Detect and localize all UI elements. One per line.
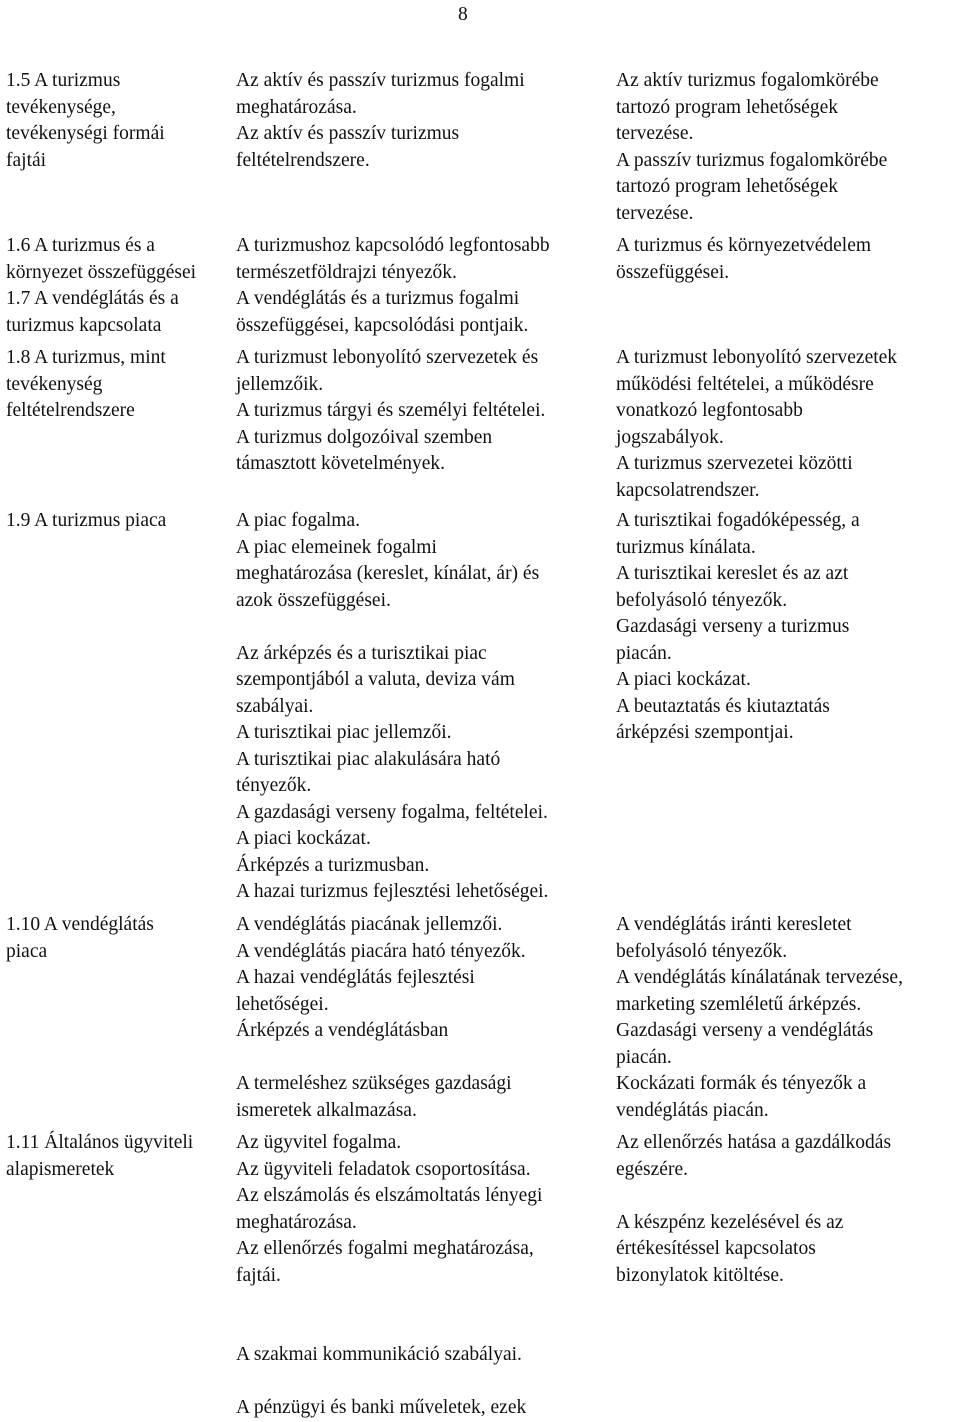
text-line: A vendéglátás piacára ható tényezők.: [236, 940, 526, 962]
text-line: feltételrendszere: [6, 400, 135, 421]
text-line: környezet összefüggései: [6, 261, 197, 283]
text-line: piacán.: [616, 1046, 672, 1068]
text-line: A pénzügyi és banki műveletek, ezek: [236, 1397, 527, 1418]
topic-cell: [6, 68, 231, 174]
text-line: befolyásoló tényezők.: [616, 589, 788, 611]
outcomes-cell: [616, 68, 960, 227]
text-line: értékesítéssel kapcsolatos: [616, 1238, 816, 1259]
text-line: azok összefüggései.: [236, 589, 391, 611]
text-line: fajtái.: [236, 1264, 281, 1286]
text-line: A turizmust lebonyolító szervezetek: [616, 347, 898, 368]
text-line: természetföldrajzi tényezők.: [236, 261, 457, 283]
topic-cell: [6, 508, 231, 535]
text-line: piacán.: [616, 642, 672, 664]
text-line: A turisztikai fogadóképesség, a: [616, 510, 860, 531]
text-line: szempontjából a valuta, deviza vám: [236, 669, 515, 690]
text-line: Árképzés a turizmusban.: [236, 854, 430, 876]
text-line: feltételrendszere.: [236, 149, 370, 171]
content-cell: [236, 912, 616, 1124]
text-line: A turizmust lebonyolító szervezetek és: [236, 347, 539, 368]
text-line: Gazdasági verseny a turizmus: [616, 616, 850, 637]
text-line: 1.5 A turizmus: [6, 70, 121, 91]
text-line: árképzési szempontjai.: [616, 722, 794, 743]
text-line: [236, 1045, 616, 1072]
text-line: A készpénz kezelésével és az: [616, 1211, 844, 1233]
text-line: A piac fogalma.: [236, 510, 360, 531]
text-line: turizmus kapcsolata: [6, 314, 162, 336]
outcomes-cell: [616, 233, 960, 286]
text-line: meghatározása.: [236, 1211, 357, 1233]
text-line: tervezése.: [616, 202, 694, 224]
text-line: [616, 1183, 960, 1210]
text-line: A turizmushoz kapcsolódó legfontosabb: [236, 235, 550, 256]
text-line: összefüggései.: [616, 261, 730, 283]
text-line: tevékenységi formái: [6, 123, 165, 144]
text-line: A vendéglátás kínálatának tervezése,: [616, 967, 903, 988]
text-line: [236, 614, 616, 641]
text-line: [236, 1289, 616, 1316]
text-line: összefüggései, kapcsolódási pontjaik.: [236, 314, 529, 336]
text-line: Az árképzés és a turisztikai piac: [236, 642, 487, 664]
text-line: Az ellenőrzés fogalmi meghatározása,: [236, 1238, 534, 1259]
text-line: 1.9 A turizmus piaca: [6, 510, 167, 531]
text-line: tartozó program lehetőségek: [616, 176, 838, 197]
text-line: szabályai.: [236, 695, 314, 717]
content-cell: [236, 508, 616, 906]
topic-cell: [6, 1130, 231, 1183]
topic-cell: [6, 345, 231, 425]
text-line: Árképzés a vendéglátásban: [236, 1020, 449, 1041]
text-line: Az ügyvitel fogalma.: [236, 1132, 402, 1153]
text-line: tevékenység: [6, 373, 103, 395]
text-line: Az elszámolás és elszámoltatás lényegi: [236, 1185, 543, 1206]
text-line: meghatározása.: [236, 96, 357, 118]
text-line: kapcsolatrendszer.: [616, 479, 760, 501]
text-line: A piac elemeinek fogalmi: [236, 536, 437, 558]
text-line: A vendéglátás piacának jellemzői.: [236, 914, 503, 935]
text-line: A vendéglátás és a turizmus fogalmi: [236, 288, 520, 309]
topic-cell: [6, 912, 231, 965]
text-line: A gazdasági verseny fogalma, feltételei.: [236, 801, 548, 823]
text-line: bizonylatok kitöltése.: [616, 1264, 784, 1286]
text-line: Gazdasági verseny a vendéglátás: [616, 1020, 874, 1041]
text-line: egészére.: [616, 1158, 688, 1180]
text-line: A turisztikai piac alakulására ható: [236, 748, 501, 770]
text-line: turizmus kínálata.: [616, 536, 756, 558]
text-line: 1.8 A turizmus, mint: [6, 347, 166, 368]
text-line: A turizmus tárgyi és személyi feltételei.: [236, 400, 546, 421]
text-line: A hazai turizmus fejlesztési lehetőségei.: [236, 881, 549, 902]
text-line: vendéglátás piacán.: [616, 1099, 769, 1121]
text-line: támasztott követelmények.: [236, 453, 446, 474]
topic-cell: [6, 233, 231, 286]
text-line: Az ügyviteli feladatok csoportosítása.: [236, 1158, 531, 1180]
content-cell: [236, 1130, 616, 1422]
text-line: meghatározása (kereslet, kínálat, ár) és: [236, 563, 540, 584]
text-line: vonatkozó legfontosabb: [616, 400, 803, 421]
text-line: A vendéglátás iránti keresletet: [616, 914, 852, 935]
text-line: A termeléshez szükséges gazdasági: [236, 1073, 512, 1094]
text-line: alapismeretek: [6, 1158, 115, 1180]
text-line: működési feltételei, a működésre: [616, 373, 874, 395]
text-line: Kockázati formák és tényezők a: [616, 1073, 867, 1094]
text-line: [236, 1369, 616, 1396]
text-line: 1.10 A vendéglátás: [6, 914, 154, 935]
text-line: befolyásoló tényezők.: [616, 940, 788, 962]
text-line: tartozó program lehetőségek: [616, 96, 838, 118]
text-line: A szakmai kommunikáció szabályai.: [236, 1344, 522, 1365]
text-line: 1.6 A turizmus és a: [6, 235, 155, 256]
text-line: marketing szemléletű árképzés.: [616, 993, 862, 1015]
outcomes-cell: [616, 345, 960, 504]
content-cell: [236, 68, 616, 174]
page-number: 8: [458, 4, 468, 25]
text-line: Az aktív és passzív turizmus fogalmi: [236, 70, 525, 91]
text-line: fajtái: [6, 149, 47, 171]
text-line: lehetőségei.: [236, 993, 329, 1015]
text-line: A turisztikai piac jellemzői.: [236, 722, 452, 743]
text-line: Az aktív és passzív turizmus: [236, 123, 460, 144]
text-line: A beutaztatás és kiutaztatás: [616, 695, 830, 717]
text-line: A piaci kockázat.: [236, 828, 371, 849]
text-line: [236, 1316, 616, 1343]
content-cell: [236, 286, 616, 339]
text-line: tervezése.: [616, 123, 694, 144]
content-cell: [236, 233, 616, 286]
text-line: A turisztikai kereslet és az azt: [616, 563, 849, 584]
text-line: tevékenysége,: [6, 96, 116, 118]
outcomes-cell: [616, 508, 960, 747]
text-line: 1.7 A vendéglátás és a: [6, 288, 179, 309]
outcomes-cell: [616, 912, 960, 1124]
content-cell: [236, 345, 616, 478]
text-line: A turizmus és környezetvédelem: [616, 235, 872, 256]
text-line: tényezők.: [236, 775, 312, 796]
text-line: ismeretek alkalmazása.: [236, 1099, 417, 1121]
text-line: A turizmus dolgozóival szemben: [236, 426, 493, 448]
text-line: A hazai vendéglátás fejlesztési: [236, 967, 475, 988]
text-line: A turizmus szervezetei közötti: [616, 453, 853, 474]
text-line: A piaci kockázat.: [616, 669, 751, 690]
text-line: Az aktív turizmus fogalomkörébe: [616, 70, 879, 91]
outcomes-cell: [616, 1130, 960, 1289]
text-line: 1.11 Általános ügyviteli: [6, 1132, 194, 1153]
text-line: piaca: [6, 940, 48, 962]
text-line: jellemzőik.: [236, 373, 324, 395]
text-line: A passzív turizmus fogalomkörébe: [616, 149, 888, 171]
text-line: jogszabályok.: [616, 426, 724, 448]
text-line: Az ellenőrzés hatása a gazdálkodás: [616, 1132, 892, 1153]
topic-cell: [6, 286, 231, 339]
